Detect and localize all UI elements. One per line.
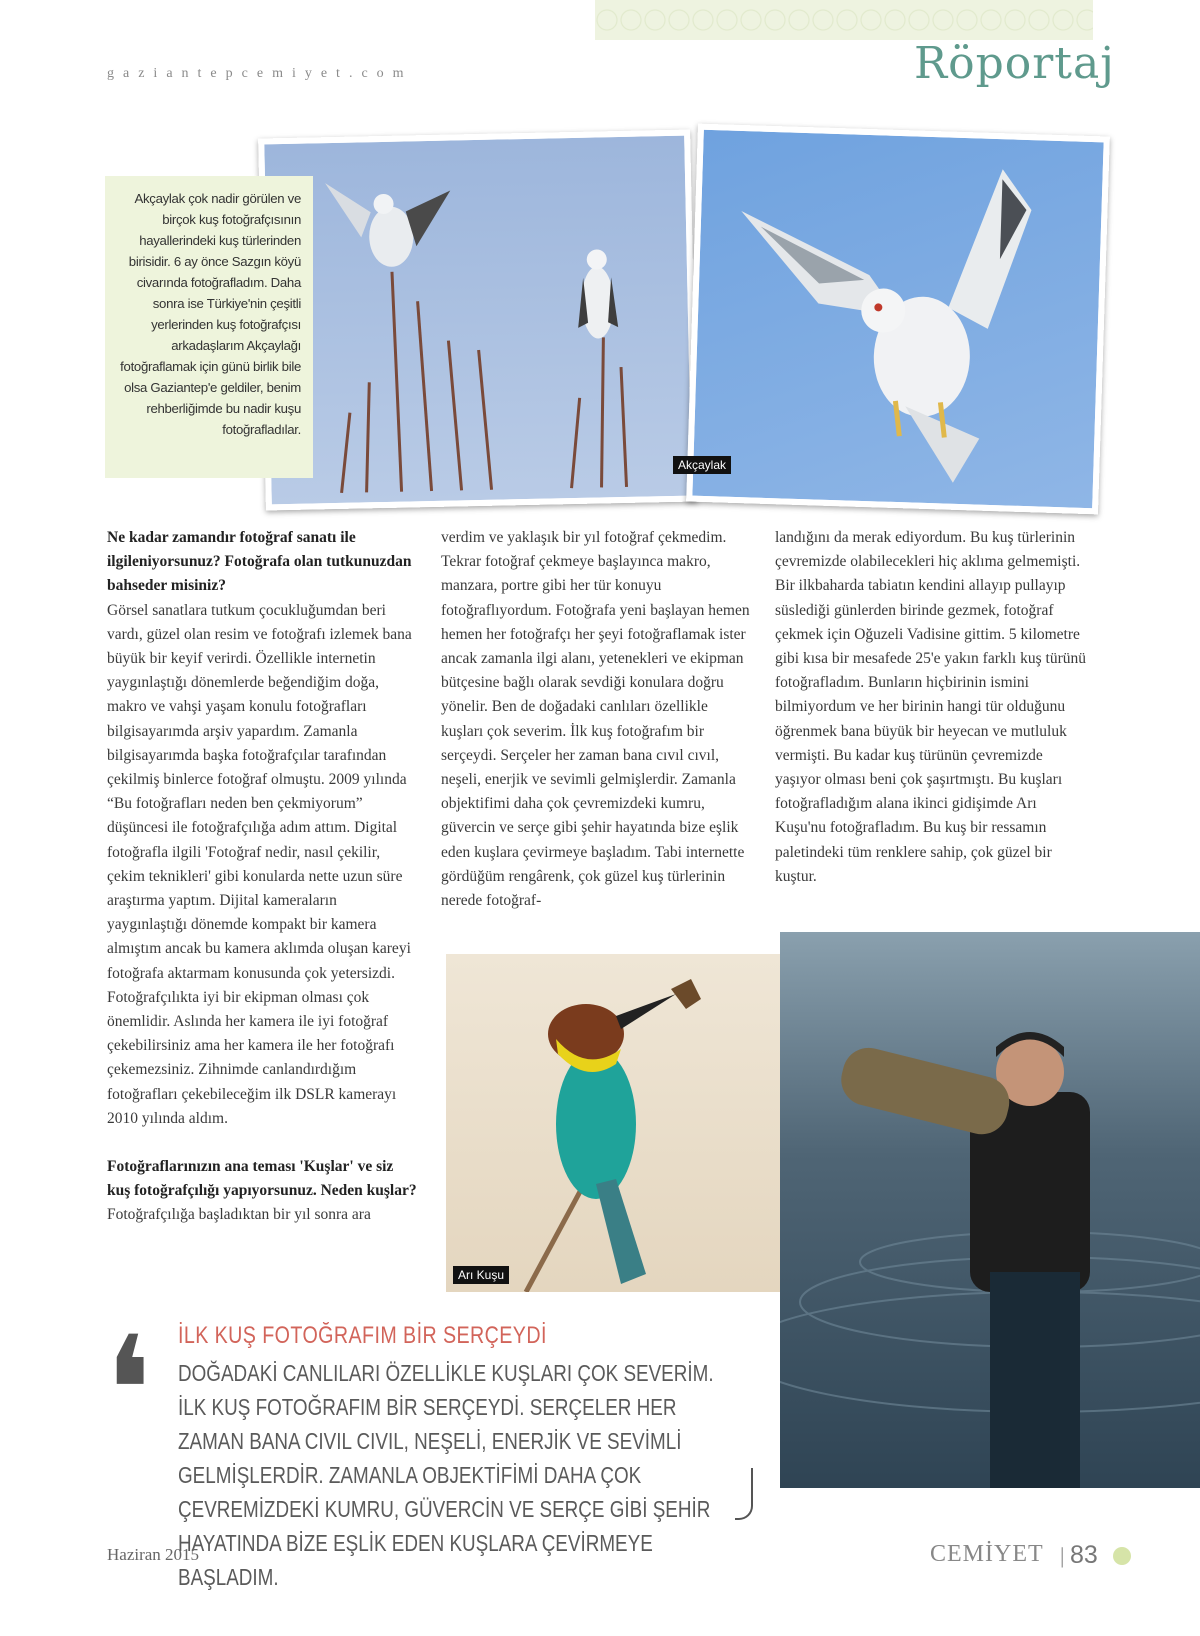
article-column-3 [775,526,1087,889]
photo-label-bee-eater: Arı Kuşu [453,1266,509,1284]
question-2: Fotoğraflarınızın ana teması 'Kuşlar' ve siz kuş fotoğrafçılığı yapıyorsunuz. Neden kuşlar? [107,1158,417,1200]
site-url: gaziantepcemiyet.com [107,66,413,81]
photo-label-kite: Akçaylak [673,456,731,474]
paragraph-spacer [107,1131,419,1155]
magazine-brand: CEMİYET [930,1541,1044,1567]
photo-photographer-in-water [780,932,1200,1488]
kite-landing-illustration [692,130,1103,508]
article-column-1 [107,526,419,1228]
footer-separator: | [1060,1543,1065,1568]
photo-kite-landing [686,124,1110,515]
column-3-text: landığını da merak ediyordum. Bu kuş türlerinin çevremizde olabilecekleri hiç aklıma gelmemişti. Bir ilkbaharda tabiatın kendini allayıp pullayıp süslediği günlerden birinde gezmek, fotoğraf çekmek için Oğuzeli Vadisine gittim. 5 kilometre gibi kısa bir mesafede 25'e yakın farklı kuş türünü fotoğrafladım. Bunların hiçbirinin ismini bilmiyordum ve her birinin hangi tür olduğunu öğrenmek bana büyük bir heyecan ve mutluluk vermişti. Bu kadar kuş türünün çevremizde yaşıyor olması beni çok şaşırtmıştı. Bu kuşları fotoğrafladığım alana ikinci gidişimde Arı Kuşu'nu fotoğrafladım. Bu kuş bir ressamın paletindeki tüm renklere sahip, çok güzel bir kuştur. [775,529,1086,885]
issue-date: Haziran 2015 [107,1545,200,1564]
kites-branches-illustration [264,136,691,505]
header-pattern [595,0,1093,40]
section-title: Röportaj [914,38,1115,89]
photographer-illustration [780,932,1200,1488]
pull-quote-body: DOĞADAKİ CANLILARI ÖZELLİKLE KUŞLARI ÇOK SEVERİM. İLK KUŞ FOTOĞRAFIM BİR SERÇEYDİ. SERÇELER HER ZAMAN BANA CIVIL CIVIL, NEŞELİ, ENERJİK VE SEVİMLİ GELMİŞLERDİR. ZAMANLA OBJEKTİFİMİ DAHA ÇOK ÇEVREMİZDEKİ KUMRU, GÜVERCİN VE SERÇE GİBİ ŞEHİR HAYATINDA BİZE EŞLİK EDEN KUŞLARA ÇEVİRMEYE BAŞLADIM. [178,1360,714,1590]
page-number: 83 [1070,1541,1098,1569]
answer-1: Görsel sanatlara tutkum çocukluğumdan beri vardı, güzel olan resim ve fotoğrafı izlemek bana büyük bir keyif verirdi. Özellikle internetin yaygınlaştığı dönemlerde beğendiğim doğa, makro ve vahşi yaşam konulu fotoğrafları bilgisayarımda arşiv yapardım. Zamanla bilgisayarımda başka fotoğrafçılar tarafından çekilmiş binlerce fotoğraf olmuştu. 2009 yılında “Bu fotoğrafları neden ben çekmiyorum” düşüncesi ile fotoğrafçılığa adım attım. Digital fotoğrafla ilgili 'Fotoğraf nedir, nasıl çekilir, çekim teknikleri' gibi konularda nette uzun süre araştırma yaptım. Dijital kameraların yaygınlaştığı dönemde kompakt bir kamera almıştım ancak bu kamera aklımda oluşan kareyi fotoğrafa aktarmam konusunda çok yetersizdi. Fotoğrafçılıkta iyi bir ekipman olması çok önemlidir. Aslında her kamera ile iyi fotoğraf çekebilirsiniz ama her kamera ile her fotoğrafı çekemezsiniz. Zihnimde canlandırdığım fotoğrafları çekebileceğim ilk DSLR kamerayı 2010 yılında aldım. [107,601,412,1127]
photo-kites-on-branches [258,130,698,511]
pull-quote-title: İLK KUŞ FOTOĞRAFIM BİR SERÇEYDİ [178,1322,547,1349]
photo-bee-eater [446,954,796,1292]
bee-eater-illustration [446,954,796,1292]
question-1: Ne kadar zamandır fotoğraf sanatı ile ilgileniyorsunuz? Fotoğrafa olan tutkunuzdan bahseder misiniz? [107,529,412,595]
photo-caption: Akçaylak çok nadir görülen ve birçok kuş fotoğrafçısının hayallerindeki kuş türlerinden birisidir. 6 ay önce Sazgın köyü civarında fotoğrafladım. Daha sonra ise Türkiye'nin çeşitli yerlerinden kuş fotoğrafçısı arkadaşlarım Akçaylağı fotoğraflamak için günü birlik bile olsa Gaziantep'e geldiler, benim rehberliğimde bu nadir kuşu fotoğrafladılar. [105,176,313,478]
quote-closing-line [735,1468,753,1520]
quote-mark-icon: ❛ [104,1305,153,1479]
answer-2-start: Fotoğrafçılığa başladıktan bir yıl sonra ara [107,1206,371,1224]
column-2-text: verdim ve yaklaşık bir yıl fotoğraf çekmedim. Tekrar fotoğraf çekmeye başlayınca makro, manzara, portre gibi her tür konuyu fotoğraflıyordum. Fotoğrafa yeni başlayan hemen hemen her fotoğrafçı her şeyi fotoğraflamak ister ancak zamanla ilgi alanı, yetenekleri ve ekipman bütçesine bağlı olarak sevdiği konulara doğru yönelir. Ben de doğadaki canlıları özellikle kuşları çok severim. İlk kuş fotoğrafım bir serçeydi. Serçeler her zaman bana cıvıl cıvıl, neşeli, enerjik ve sevimli gelmişlerdir. Zamanla objektifimi daha çok çevremizdeki kumru, güvercin ve serçe gibi şehir hayatında bize eşlik eden kuşlara çevirmeye başladım. Tabi internette gördüğüm rengârenk, çok güzel kuş türlerinin nerede fotoğraf- [441,529,750,910]
next-page-arrow-icon [1113,1547,1131,1565]
article-column-2 [441,526,753,913]
